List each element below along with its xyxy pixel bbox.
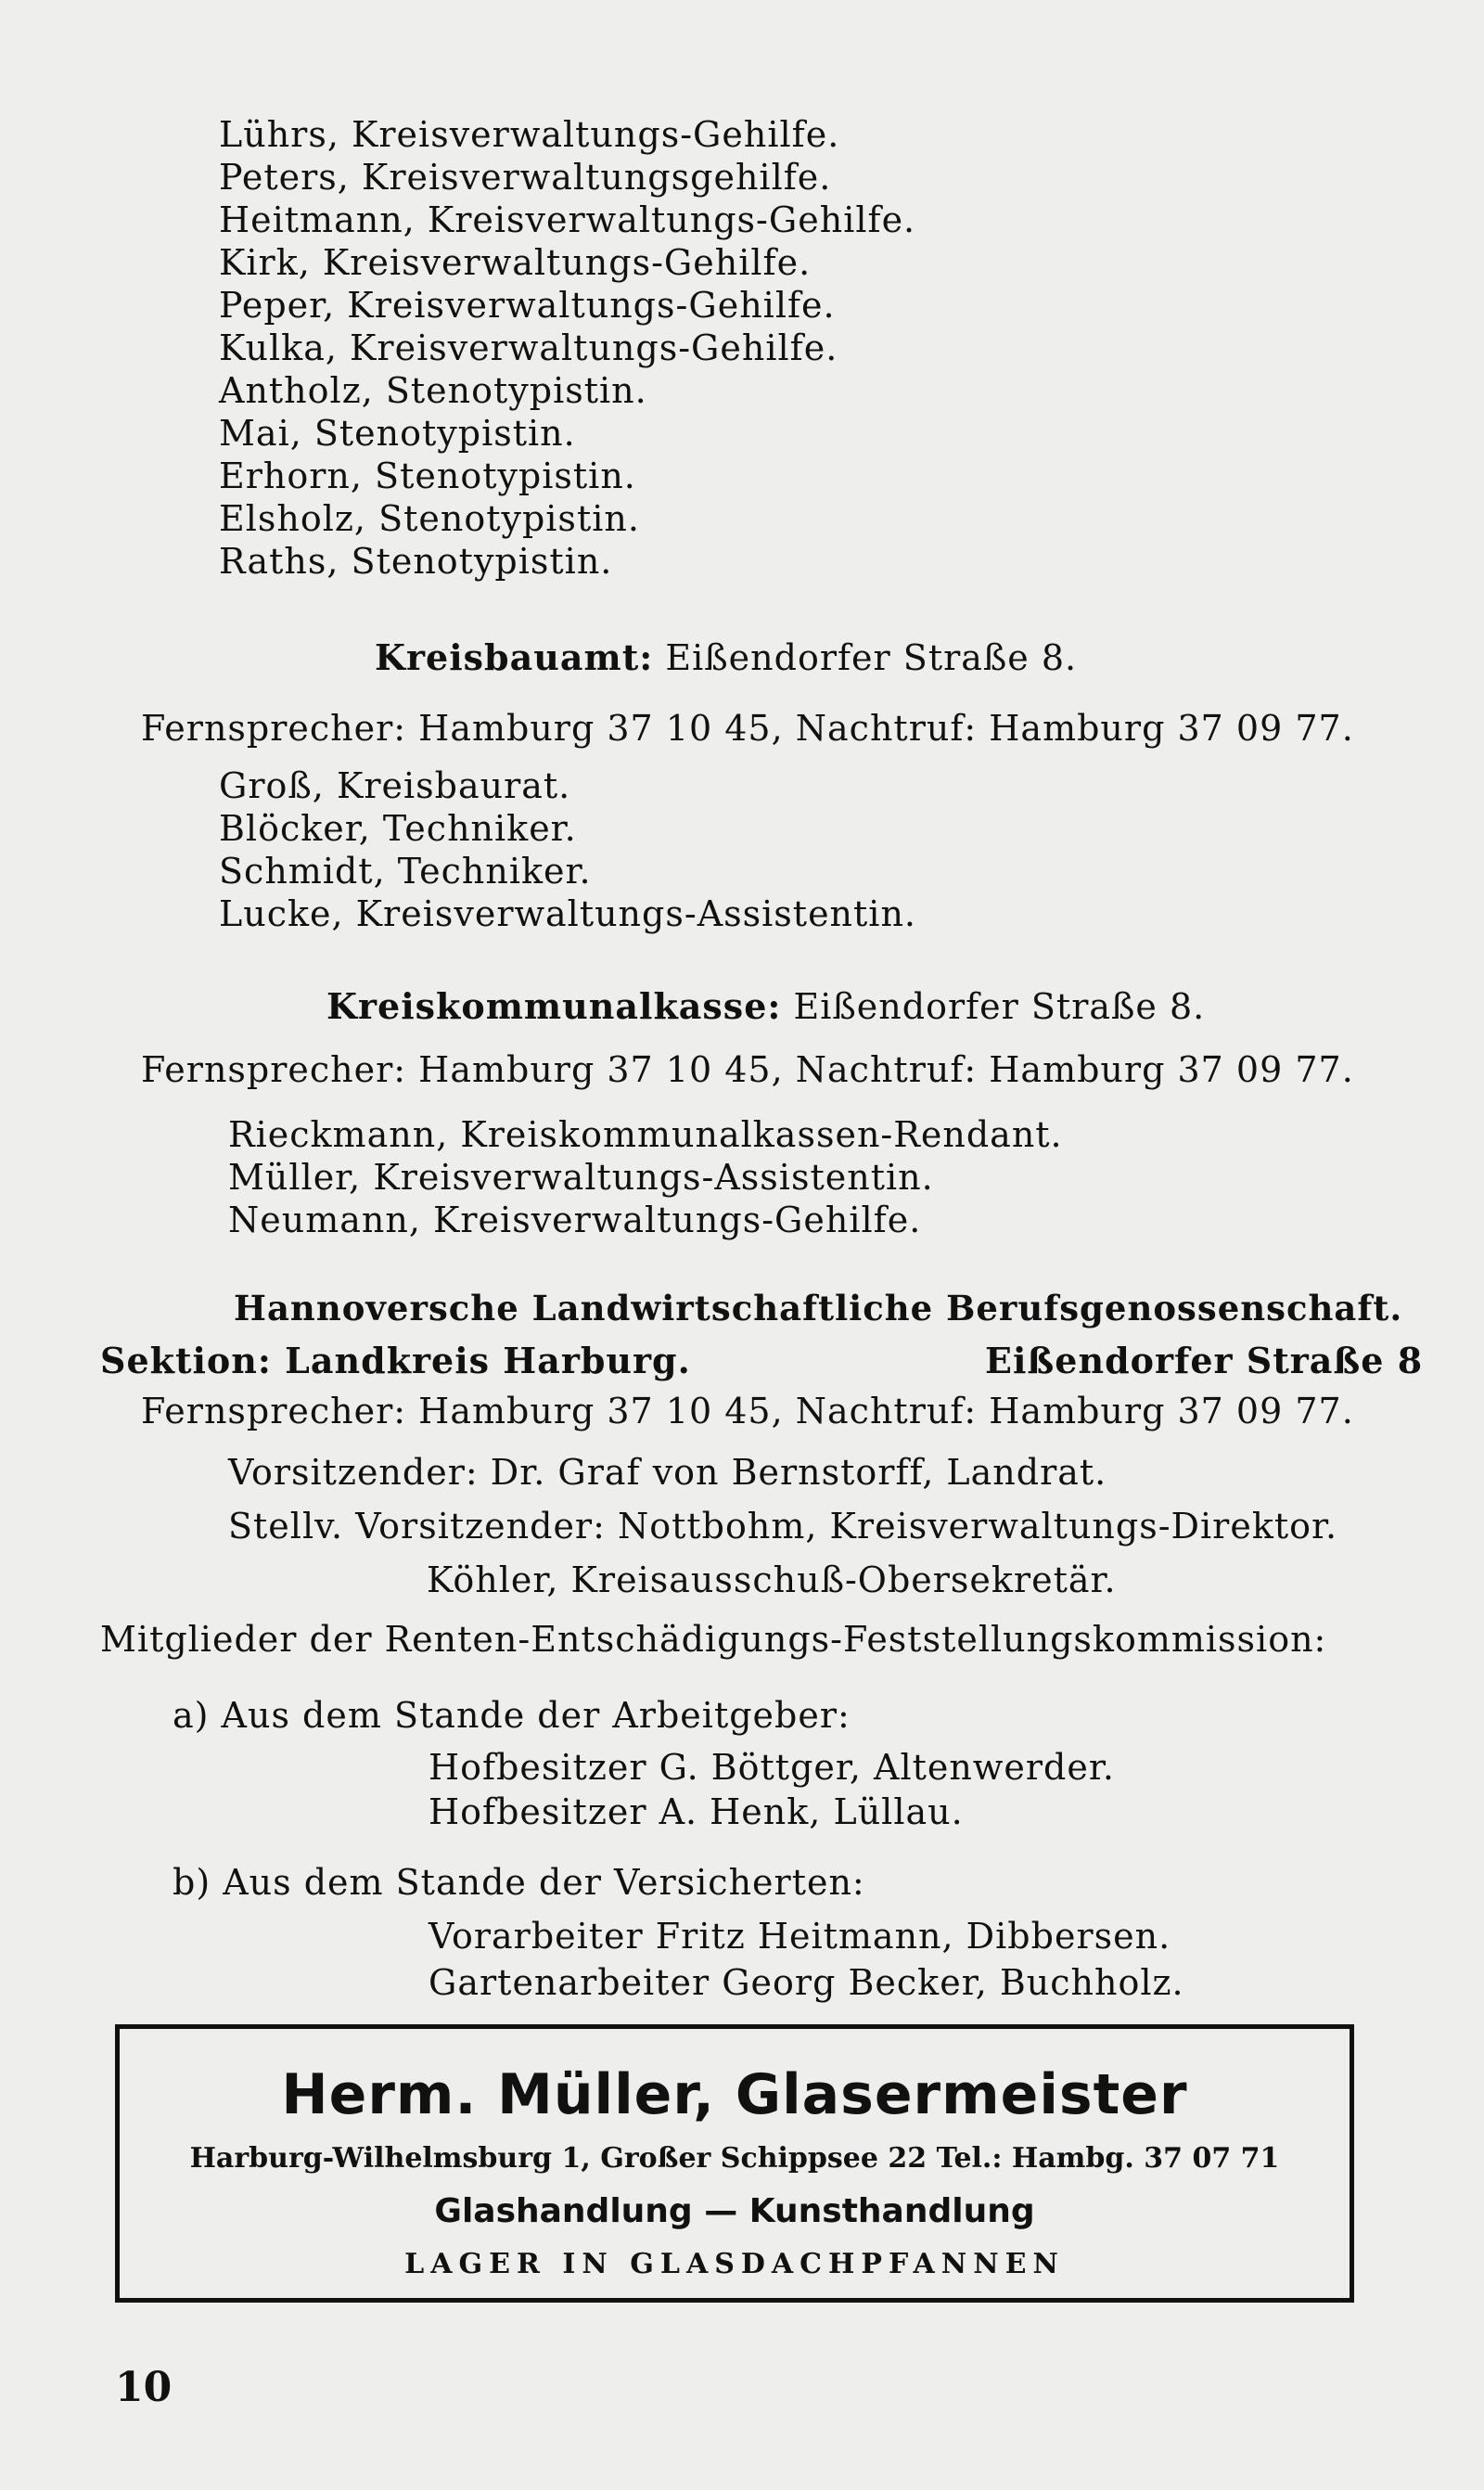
staff-entry: Mai, Stenotypistin. (219, 413, 576, 454)
group-b-member: Vorarbeiter Fritz Heitmann, Dibbersen. (429, 1916, 1171, 1957)
group-b-member: Gartenarbeiter Georg Becker, Buchholz. (429, 1962, 1184, 2003)
advertisement-box (115, 2024, 1354, 2303)
advertisement-stock: LAGER IN GLASDACHPFANNEN (404, 2248, 1065, 2280)
page-number: 10 (115, 2364, 173, 2411)
group-a-label: a) Aus dem Stande der Arbeitgeber: (173, 1695, 851, 1736)
advertisement-address: Harburg-Wilhelmsburg 1, Großer Schippsee 22 Tel.: Hambg. 37 07 71 (189, 2142, 1280, 2175)
berufsgenossenschaft-deputy2: Köhler, Kreisausschuß-Obersekretär. (427, 1559, 1117, 1600)
kreiskommunalkasse-phone: Fernsprecher: Hamburg 37 10 45, Nachtruf: Hamburg 37 09 77. (141, 1049, 1354, 1090)
staff-entry: Antholz, Stenotypistin. (219, 370, 647, 411)
kreiskommunalkasse-member: Müller, Kreisverwaltungs-Assistentin. (228, 1157, 934, 1198)
berufsgenossenschaft-chair: Vorsitzender: Dr. Graf von Bernstorff, Landrat. (228, 1452, 1107, 1493)
group-b-label: b) Aus dem Stande der Versicherten: (173, 1862, 865, 1903)
kreisbauamt-phone: Fernsprecher: Hamburg 37 10 45, Nachtruf: Hamburg 37 09 77. (141, 708, 1354, 749)
staff-entry: Kulka, Kreisverwaltungs-Gehilfe. (219, 327, 838, 368)
group-a-member: Hofbesitzer A. Henk, Lüllau. (429, 1791, 964, 1832)
advertisement-services: Glashandlung — Kunsthandlung (434, 2192, 1035, 2230)
berufsgenossenschaft-title: Hannoversche Landwirtschaftliche Berufsgenossenschaft. (234, 1288, 1403, 1328)
kreisbauamt-member: Schmidt, Techniker. (219, 851, 592, 892)
berufsgenossenschaft-phone: Fernsprecher: Hamburg 37 10 45, Nachtruf: Hamburg 37 09 77. (141, 1391, 1354, 1431)
kreiskommunalkasse-member: Rieckmann, Kreiskommunalkassen-Rendant. (228, 1114, 1063, 1155)
kreisbauamt-member: Lucke, Kreisverwaltungs-Assistentin. (219, 893, 917, 934)
kreisbauamt-heading-address: Eißendorfer Straße 8. (665, 637, 1078, 678)
berufsgenossenschaft-section: Sektion: Landkreis Harburg. (100, 1340, 691, 1381)
kreiskommunalkasse-heading-address: Eißendorfer Straße 8. (793, 986, 1206, 1027)
kreiskommunalkasse-heading (326, 985, 1206, 1027)
staff-entry: Peters, Kreisverwaltungsgehilfe. (219, 157, 832, 198)
kreiskommunalkasse-heading-label: Kreiskommunalkasse: (326, 985, 782, 1027)
kreisbauamt-heading (375, 636, 1078, 678)
berufsgenossenschaft-address: Eißendorfer Straße 8 (985, 1340, 1424, 1381)
staff-entry: Raths, Stenotypistin. (219, 541, 613, 582)
group-a-member: Hofbesitzer G. Böttger, Altenwerder. (429, 1747, 1115, 1788)
staff-entry: Lührs, Kreisverwaltungs-Gehilfe. (219, 114, 840, 155)
staff-entry: Heitmann, Kreisverwaltungs-Gehilfe. (219, 199, 916, 240)
kreisbauamt-heading-label: Kreisbauamt: (375, 636, 654, 678)
staff-entry: Kirk, Kreisverwaltungs-Gehilfe. (219, 242, 812, 283)
kreiskommunalkasse-member: Neumann, Kreisverwaltungs-Gehilfe. (228, 1200, 922, 1240)
staff-entry: Erhorn, Stenotypistin. (219, 456, 636, 496)
berufsgenossenschaft-deputy: Stellv. Vorsitzender: Nottbohm, Kreisverwaltungs-Direktor. (228, 1506, 1338, 1547)
kreisbauamt-member: Blöcker, Techniker. (219, 808, 577, 849)
kreisbauamt-member: Groß, Kreisbaurat. (219, 765, 571, 806)
staff-entry: Peper, Kreisverwaltungs-Gehilfe. (219, 285, 836, 326)
commission-heading: Mitglieder der Renten-Entschädigungs-Feststellungskommission: (100, 1619, 1327, 1660)
advertisement-title: Herm. Müller, Glasermeister (281, 2062, 1188, 2127)
staff-entry: Elsholz, Stenotypistin. (219, 498, 640, 539)
